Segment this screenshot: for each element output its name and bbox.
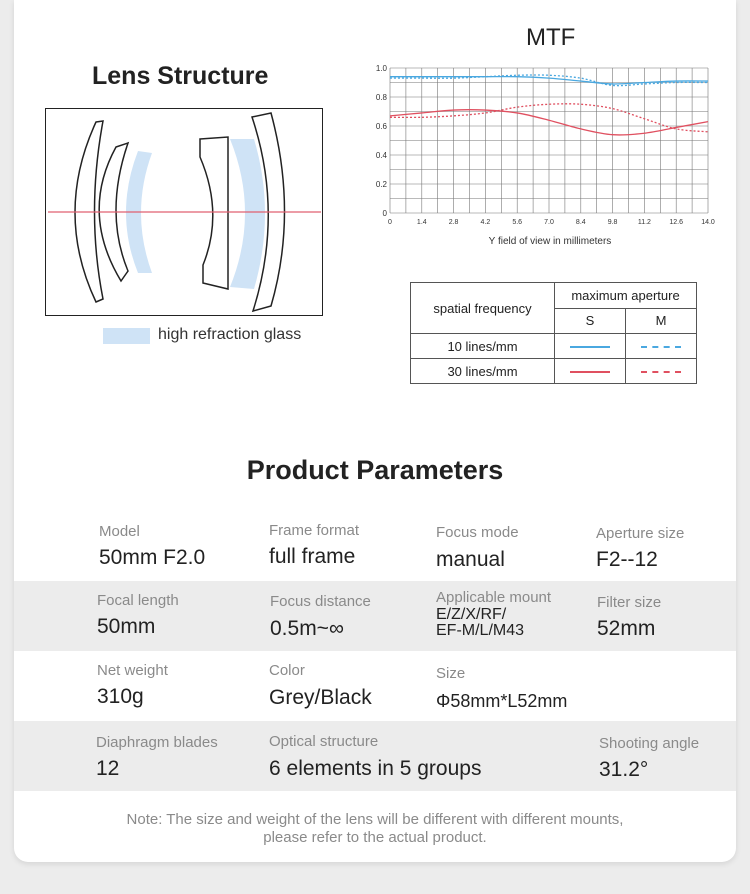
lens-elements-drawing — [46, 109, 321, 314]
glass-legend-swatch — [103, 328, 150, 344]
note-line-1: Note: The size and weight of the lens will be different with different mounts, — [126, 811, 624, 828]
param-model-label: Model — [99, 523, 140, 540]
legend-row-30: 30 lines/mm — [411, 359, 555, 384]
legend-30-m-line — [626, 359, 697, 384]
lens-structure-title: Lens Structure — [92, 62, 269, 90]
param-shooting-angle-label: Shooting angle — [599, 735, 700, 752]
mtf-y-tick-label: 0 — [382, 209, 387, 218]
mtf-x-tick-label: 0 — [388, 219, 392, 226]
legend-aperture-header: maximum aperture — [555, 283, 697, 309]
param-filter-size-value: 52mm — [597, 617, 656, 640]
mtf-x-tick-label: 2.8 — [448, 219, 459, 226]
param-shooting-angle-value: 31.2° — [599, 758, 649, 781]
param-frame-format-label: Frame format — [269, 522, 360, 539]
param-diaphragm-value: 12 — [96, 757, 120, 780]
param-model-value: 50mm F2.0 — [99, 546, 206, 569]
mtf-x-axis-label: Y field of view in millimeters — [488, 236, 612, 247]
mtf-x-tick-label: 1.4 — [416, 219, 427, 226]
mtf-y-tick-label: 0.8 — [375, 93, 387, 102]
legend-10-m-line — [626, 334, 697, 359]
param-color-value: Grey/Black — [269, 686, 372, 709]
mtf-chart — [362, 58, 722, 254]
param-focal-length-label: Focal length — [97, 592, 179, 609]
mtf-x-tick-label: 11.2 — [637, 219, 651, 226]
param-focal-length-value: 50mm — [97, 615, 156, 638]
param-color-label: Color — [269, 662, 305, 679]
legend-frequency-header: spatial frequency — [411, 283, 555, 334]
lens-structure-diagram — [45, 108, 323, 316]
note-text — [14, 811, 736, 847]
mtf-x-tick-label: 12.6 — [669, 219, 684, 226]
legend-30-s-line — [555, 359, 626, 384]
param-size-value: Φ58mm*L52mm — [436, 691, 568, 711]
param-aperture-size-value: F2--12 — [596, 548, 658, 571]
note-line-2: please refer to the actual product. — [263, 829, 487, 846]
glass-element-2 — [230, 139, 265, 289]
param-focus-distance-value: 0.5m~∞ — [270, 617, 344, 640]
mtf-y-tick-label: 0.4 — [375, 151, 387, 160]
glass-legend-label: high refraction glass — [158, 326, 302, 343]
mtf-x-tick-label: 4.2 — [480, 219, 491, 226]
param-filter-size-label: Filter size — [597, 594, 662, 611]
legend-col-m: M — [626, 308, 697, 334]
mtf-x-tick-label: 7.0 — [544, 219, 554, 226]
param-frame-format-value: full frame — [269, 545, 356, 568]
param-mount-value-line1: E/Z/X/RF/ — [436, 606, 507, 623]
param-focus-mode-label: Focus mode — [436, 524, 519, 541]
legend-col-s: S — [555, 308, 626, 334]
param-optical-structure-value: 6 elements in 5 groups — [269, 757, 482, 780]
param-mount-label: Applicable mount — [436, 589, 552, 606]
mtf-x-tick-label: 9.8 — [607, 219, 618, 226]
param-focus-mode-value: manual — [436, 548, 505, 571]
mtf-x-tick-label: 5.6 — [512, 219, 523, 226]
param-optical-structure-label: Optical structure — [269, 733, 379, 750]
mtf-y-tick-label: 0.2 — [375, 180, 387, 189]
lens-element-3 — [200, 137, 228, 289]
param-aperture-size-label: Aperture size — [596, 525, 685, 542]
param-diaphragm-label: Diaphragm blades — [96, 734, 218, 751]
product-parameters-title: Product Parameters — [246, 455, 504, 485]
mtf-y-tick-label: 1.0 — [375, 64, 387, 73]
param-net-weight-label: Net weight — [97, 662, 168, 679]
param-mount-value-line2: EF-M/L/M43 — [436, 622, 525, 639]
mtf-x-tick-label: 14.0 — [701, 219, 715, 226]
param-net-weight-value: 310g — [97, 685, 144, 708]
mtf-y-tick-label: 0.6 — [375, 122, 387, 131]
mtf-legend-table — [410, 282, 697, 384]
legend-row-10: 10 lines/mm — [411, 334, 555, 359]
param-focus-distance-label: Focus distance — [270, 593, 371, 610]
legend-10-s-line — [555, 334, 626, 359]
mtf-title: MTF — [526, 24, 576, 51]
mtf-x-tick-label: 8.4 — [575, 219, 586, 226]
param-size-label: Size — [436, 665, 466, 682]
